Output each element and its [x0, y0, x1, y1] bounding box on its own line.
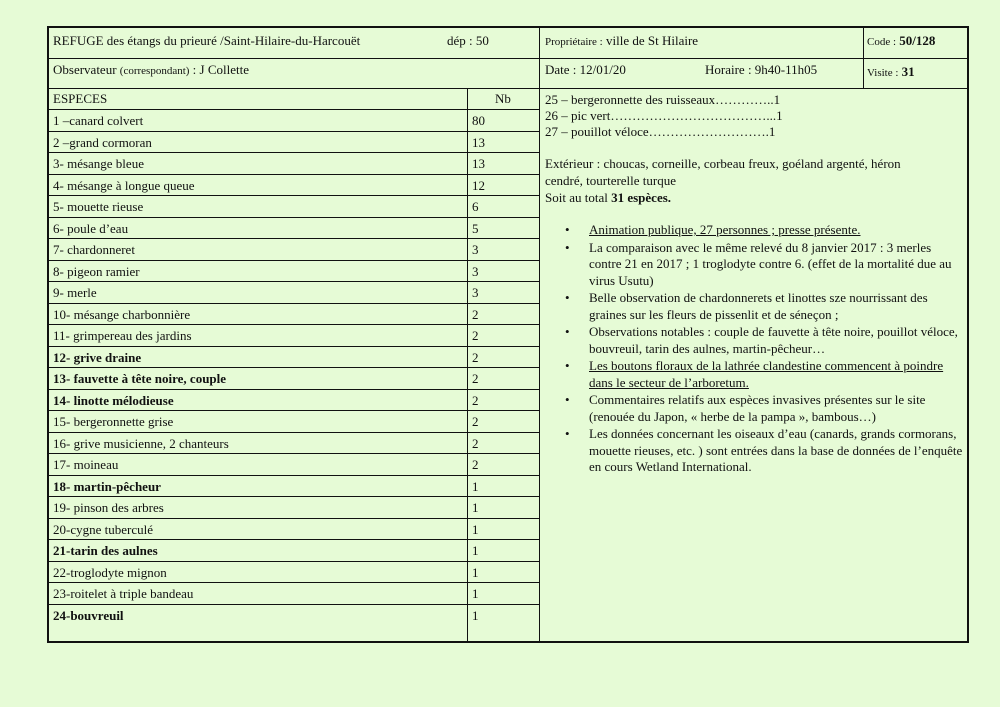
notes-list: [545, 222, 965, 477]
table-row: [49, 475, 539, 497]
date: Date : 12/01/20: [545, 62, 626, 77]
species-name: 21-tarin des aulnes: [53, 543, 158, 558]
total: [545, 190, 671, 206]
species-count: 1: [472, 500, 479, 515]
exterieur-line2: cendré, tourterelle turque: [545, 173, 677, 188]
table-row: [49, 109, 539, 131]
table-row: [49, 453, 539, 475]
species-count: 2: [472, 349, 479, 365]
table-row: [49, 432, 539, 454]
note-item: • Observations notables : couple de fauvette à tête noire, pouillot véloce, bouvreuil, tarin des aulnes, martin-pêcheur…: [545, 324, 965, 357]
table-row: [49, 174, 539, 196]
species-count: 2: [472, 328, 479, 343]
species-count: 1: [472, 586, 479, 601]
species-count: 1: [472, 521, 479, 537]
table-row: [49, 346, 539, 368]
note-item: • Les boutons floraux de la lathrée clandestine commencent à poindre dans le secteur de l’arboretum.: [545, 358, 965, 391]
table-row: [49, 303, 539, 325]
species-count: 2: [472, 435, 479, 451]
species-27: 27 – pouillot véloce……………………….1: [545, 124, 776, 139]
table-row: [49, 152, 539, 174]
species-count: 1: [472, 478, 479, 494]
species-name: 13- fauvette à tête noire, couple: [53, 371, 227, 386]
species-count: 1: [472, 543, 479, 558]
species-count: 3: [472, 242, 479, 257]
total-value: 31 espèces.: [611, 190, 672, 205]
proprietaire-value: ville de St Hilaire: [605, 33, 699, 48]
species-name: 15- bergeronnette grise: [53, 414, 174, 429]
proprietaire: [545, 33, 698, 49]
species-count: 2: [472, 392, 479, 408]
species-name: 20-cygne tuberculé: [53, 521, 153, 537]
species-count: 12: [472, 177, 485, 193]
species-name: 14- linotte mélodieuse: [53, 392, 174, 408]
species-count: 13: [472, 156, 485, 171]
table-row: [49, 604, 539, 626]
species-count: 1: [472, 564, 479, 580]
exterieur-line1: Extérieur : choucas, corneille, corbeau freux, goéland argenté, héron: [545, 156, 901, 171]
species-name: 3- mésange bleue: [53, 156, 144, 171]
proprietaire-label: Propriétaire :: [545, 36, 603, 48]
species-name: 9- merle: [53, 285, 97, 300]
species-name: 18- martin-pêcheur: [53, 478, 161, 494]
species-name: 11- grimpereau des jardins: [53, 328, 192, 343]
table-row: [49, 367, 539, 389]
table-row: [49, 281, 539, 303]
code-label: Code :: [867, 36, 897, 48]
species-25: 25 – bergeronnette des ruisseaux…………..1: [545, 92, 781, 107]
species-name: 5- mouette rieuse: [53, 199, 144, 214]
table-row: [49, 410, 539, 432]
note-item: • Belle observation de chardonnerets et linottes sze nourrissant des graines sur les fleurs de pissenlit et de séneçon ;: [545, 290, 965, 323]
header-divider: [49, 58, 967, 59]
species-count: 2: [472, 414, 479, 429]
species-count: 5: [472, 220, 479, 236]
species-count: 80: [472, 113, 485, 128]
note-item: • Animation publique, 27 personnes ; presse présente.: [545, 222, 965, 239]
species-count: 13: [472, 134, 485, 150]
table-row: [49, 561, 539, 583]
species-count: 2: [472, 371, 479, 386]
table-row: [49, 496, 539, 518]
col-header-nb: Nb: [495, 91, 511, 106]
refuge-title: REFUGE des étangs du prieuré /Saint-Hilaire-du-Harcouët: [53, 33, 361, 48]
table-row: [49, 539, 539, 561]
horaire: Horaire : 9h40-11h05: [705, 62, 818, 77]
table-row: [49, 238, 539, 260]
table-row: [49, 582, 539, 604]
species-26: 26 – pic vert………………………………...1: [545, 108, 783, 123]
departement: dép : 50: [447, 33, 489, 48]
species-name: 1 –canard colvert: [53, 113, 144, 128]
code: [867, 33, 935, 49]
observateur-label: Observateur: [53, 62, 117, 77]
table-row: [49, 389, 539, 411]
species-name: 19- pinson des arbres: [53, 500, 164, 515]
species-count: 3: [472, 285, 479, 300]
total-prefix: Soit au total: [545, 190, 608, 205]
species-name: 23-roitelet à triple bandeau: [53, 586, 194, 601]
table-row: [49, 518, 539, 540]
species-name: 8- pigeon ramier: [53, 263, 140, 279]
table-row: [49, 131, 539, 153]
visite-value: 31: [901, 64, 915, 79]
species-name: 17- moineau: [53, 457, 119, 472]
column-divider: [539, 28, 540, 643]
observateur-value: : J Collette: [192, 62, 250, 77]
visite-label: Visite :: [867, 67, 899, 79]
visite: [867, 64, 915, 80]
code-value: 50/128: [899, 33, 936, 48]
table-row: [49, 260, 539, 282]
species-name: 24-bouvreuil: [53, 607, 124, 623]
survey-sheet: [47, 26, 969, 643]
species-count: 2: [472, 306, 479, 322]
species-name: 22-troglodyte mignon: [53, 564, 167, 580]
table-row: [49, 217, 539, 239]
species-name: 10- mésange charbonnière: [53, 306, 191, 322]
species-count: 3: [472, 263, 479, 279]
species-name: 12- grive draine: [53, 349, 142, 365]
note-item: • La comparaison avec le même relevé du 8 janvier 2017 : 3 merles contre 21 en 2017 ; 1 troglodyte contre 6. (effet de la mortalité due au virus Usutu): [545, 240, 965, 290]
species-name: 6- poule d’eau: [53, 220, 129, 236]
table-row: [49, 195, 539, 217]
note-item: • Les données concernant les oiseaux d’eau (canards, grands cormorans, mouette rieuses, etc. ) sont entrées dans la base de données de l’enquête en cours Wetland International.: [545, 426, 965, 476]
col-header-species: ESPECES: [53, 91, 108, 106]
species-table: [49, 88, 539, 643]
species-name: 7- chardonneret: [53, 242, 135, 257]
species-count: 2: [472, 457, 479, 472]
species-name: 2 –grand cormoran: [53, 134, 152, 150]
species-name: 16- grive musicienne, 2 chanteurs: [53, 435, 229, 451]
species-count: 1: [472, 607, 479, 623]
species-count: 6: [472, 199, 479, 214]
observateur-small: (correspondant): [119, 65, 190, 77]
observateur: [53, 62, 249, 78]
table-row: [49, 324, 539, 346]
species-name: 4- mésange à longue queue: [53, 177, 195, 193]
note-item: • Commentaires relatifs aux espèces invasives présentes sur le site (renouée du Japon, « herbe de la pampa », bambous…): [545, 392, 965, 425]
